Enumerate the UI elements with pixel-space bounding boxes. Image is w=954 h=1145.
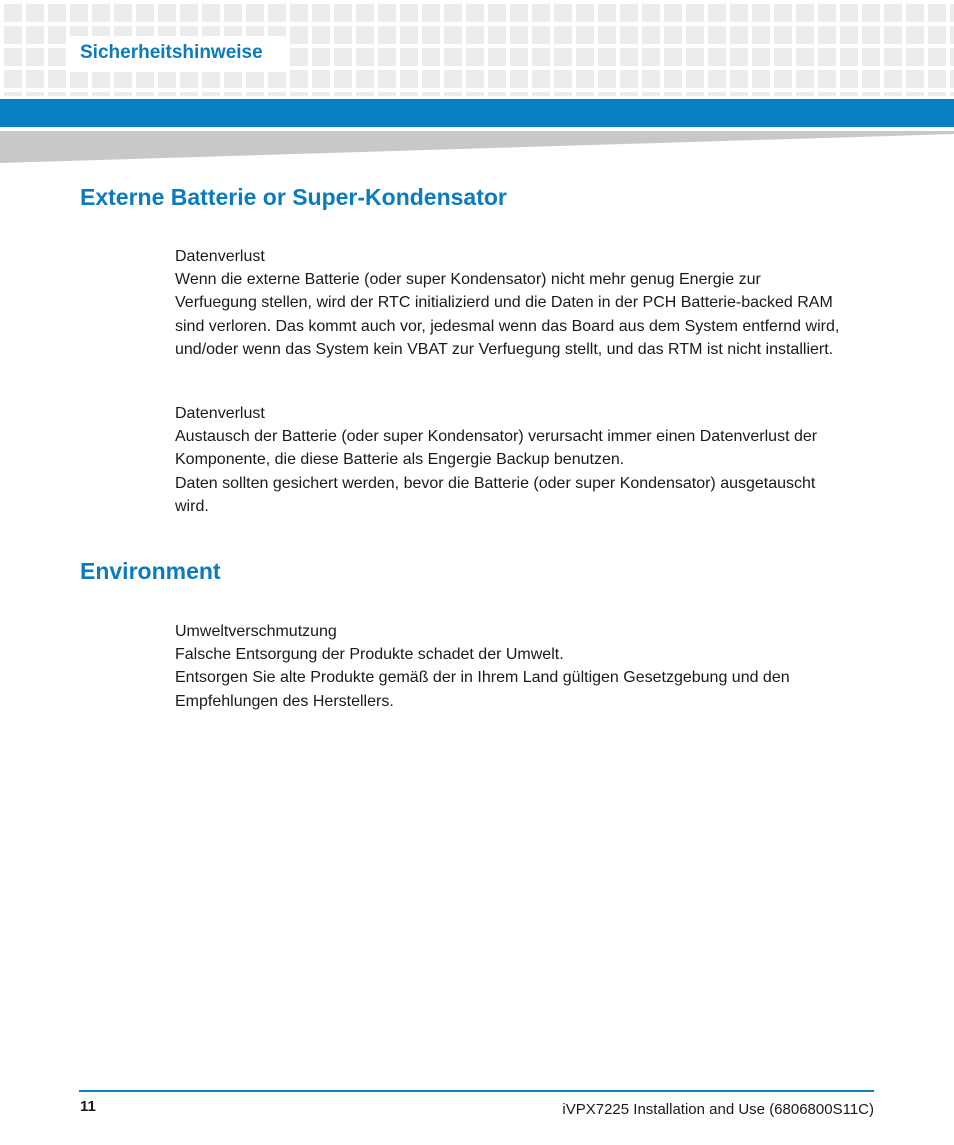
note-line: Austausch der Batterie (oder super Kondensator) verursacht immer einen Datenverlust der [175,428,818,446]
note-line: Daten sollten gesichert werden, bevor die Batterie (oder super Kondensator) ausgetauscht [175,474,816,492]
note-label: Umweltverschmutzung [175,623,337,640]
footer-rule [79,1090,874,1092]
note-line: Empfehlungen des Herstellers. [175,692,394,710]
note-pollution [175,620,875,713]
document-id: iVPX7225 Installation and Use (6806800S11C) [562,1101,874,1118]
note-label: Datenverlust [175,248,265,265]
page-number: 11 [80,1098,96,1115]
header-grey-wedge [0,131,954,163]
running-header-title: Sicherheitshinweise [80,42,263,63]
note-data-loss-2 [175,402,875,518]
section-heading-battery: Externe Batterie or Super-Kondensator [80,184,507,210]
note-label: Datenverlust [175,405,265,422]
note-line: Komponente, die diese Batterie als Engergie Backup benutzen. [175,451,625,469]
note-line: Entsorgen Sie alte Produkte gemäß der in Ihrem Land gültigen Gesetzgebung und den [175,669,790,687]
note-line: sind verloren. Das kommt auch vor, jedesmal wenn das Board aus dem System entfernd wird, [175,317,840,335]
note-line: und/oder wenn das System kein VBAT zur Verfuegung stellt, und das RTM ist nicht installiert. [175,340,834,358]
header-blue-band [0,99,954,127]
note-line: wird. [175,497,209,515]
note-line: Verfuegung stellen, wird der RTC initializierd und die Daten in der PCH Batterie-backed RAM [175,294,833,312]
note-data-loss-1 [175,245,875,361]
section-heading-environment: Environment [80,558,221,584]
note-line: Wenn die externe Batterie (oder super Kondensator) nicht mehr genug Energie zur [175,271,761,289]
note-line: Falsche Entsorgung der Produkte schadet der Umwelt. [175,646,564,664]
